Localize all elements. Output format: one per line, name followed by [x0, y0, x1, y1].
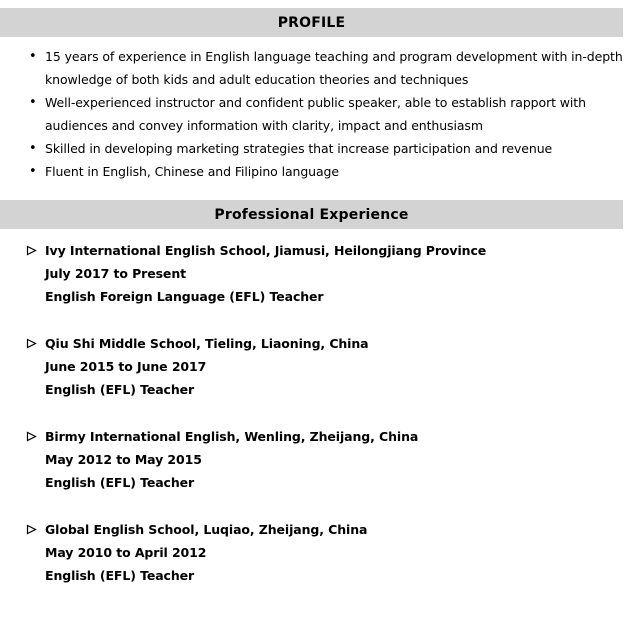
profile-section-header: [0, 8, 623, 37]
experience-entry-1-school: Ivy International English School, Jiamusi, Heilongjiang Province: [45, 243, 487, 258]
experience-entry-4-role: English (EFL) Teacher: [45, 568, 195, 583]
arrow-bullet-icon: [26, 338, 37, 349]
experience-entry-1-role: English Foreign Language (EFL) Teacher: [45, 289, 324, 304]
profile-bullet-1-line-1: • 15 years of experience in English language teaching and program development with in-depth: [45, 49, 623, 64]
profile-bullet-list: [0, 45, 636, 183]
arrow-bullet-icon: [26, 245, 37, 256]
profile-bullet-2-line-2: audiences and convey information with clarity, impact and enthusiasm: [45, 118, 483, 133]
experience-entry-1: [45, 239, 636, 308]
experience-entry-3-role: English (EFL) Teacher: [45, 475, 195, 490]
profile-section-title: PROFILE: [277, 14, 346, 31]
profile-bullet-1-line-2: knowledge of both kids and adult education theories and techniques: [45, 72, 469, 87]
experience-entry-2-dates: June 2015 to June 2017: [45, 359, 207, 374]
experience-entry-2: [45, 332, 636, 401]
profile-bullet-3: [45, 137, 636, 160]
experience-entry-2-role: English (EFL) Teacher: [45, 382, 195, 397]
experience-entry-2-school: Qiu Shi Middle School, Tieling, Liaoning, China: [45, 336, 369, 351]
profile-bullet-2: [45, 91, 636, 137]
experience-entry-4: [45, 518, 636, 587]
profile-bullet-4-line-1: • Fluent in English, Chinese and Filipino language: [45, 164, 339, 179]
experience-entry-1-dates: July 2017 to Present: [45, 266, 186, 281]
profile-bullet-1: [45, 45, 636, 91]
arrow-bullet-icon: [26, 524, 37, 535]
experience-section-title: Professional Experience: [214, 206, 409, 223]
experience-section-header: [0, 200, 623, 229]
profile-bullet-2-line-1: • Well-experienced instructor and confident public speaker, able to establish rapport with: [45, 95, 586, 110]
profile-bullet-3-line-1: • Skilled in developing marketing strategies that increase participation and revenue: [45, 141, 553, 156]
experience-entry-4-dates: May 2010 to April 2012: [45, 545, 207, 560]
experience-entry-3-dates: May 2012 to May 2015: [45, 452, 202, 467]
arrow-bullet-icon: [26, 431, 37, 442]
profile-bullet-4: [45, 160, 636, 183]
experience-entry-3-school: Birmy International English, Wenling, Zheijang, China: [45, 429, 419, 444]
experience-list: [0, 239, 636, 587]
resume-page: [0, 8, 636, 642]
experience-entry-4-school: Global English School, Luqiao, Zheijang, China: [45, 522, 368, 537]
experience-entry-3: [45, 425, 636, 494]
